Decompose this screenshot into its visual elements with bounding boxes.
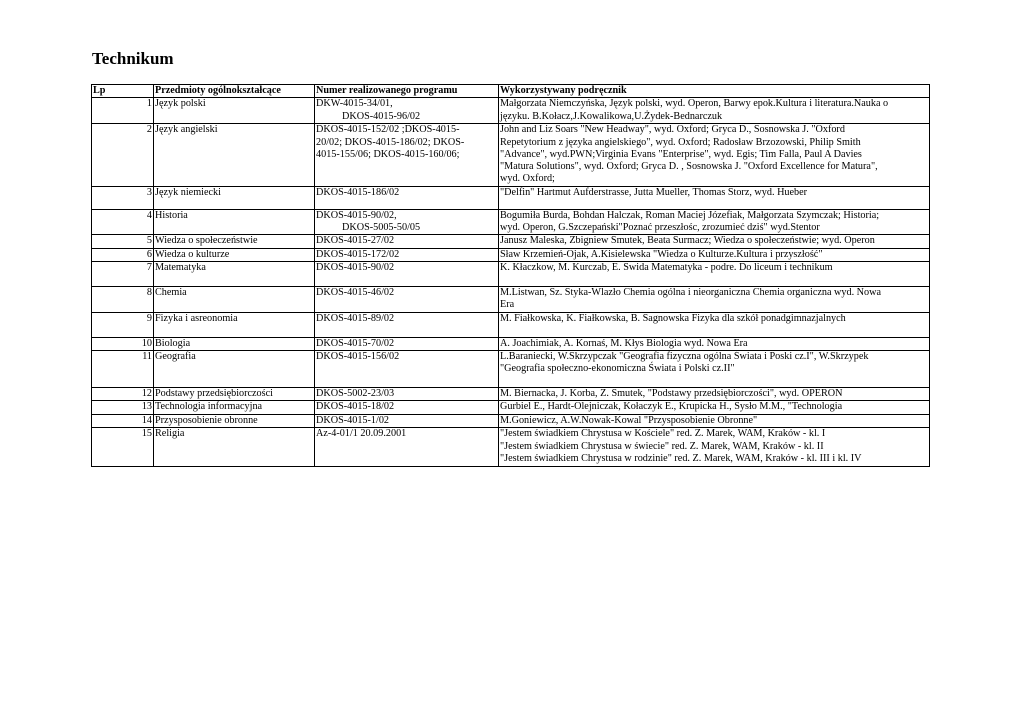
textbook-line: Janusz Maleska, Zbigniew Smutek, Beata Surmacz; Wiedza o społeczeństwie; wyd. Operon [500, 235, 875, 247]
program-line: DKOS-4015-96/02 [342, 110, 421, 122]
textbook-line: "Jestem świadkiem Chrystusa w świecie" red. Z. Marek, WAM, Kraków - kl. II [500, 440, 824, 452]
program-line: DKW-4015-34/01, [316, 98, 393, 110]
table-row [92, 387, 930, 400]
textbook-cell [499, 235, 930, 248]
textbook-line: Gurbiel E., Hardt-Olejniczak, Kołaczyk E., Krupicka H., Sysło M.M., "Technologia [500, 401, 843, 413]
program-line: Az-4-01/1 20.09.2001 [316, 428, 407, 440]
program-cell [315, 415, 499, 428]
textbook-line: Małgorzata Niemczyńska, Język polski, wyd. Operon, Barwy epok.Kultura i literatura.Nauka o [500, 98, 889, 110]
textbook-cell [499, 312, 930, 337]
program-cell [315, 337, 499, 350]
row-number: 7 [92, 261, 154, 286]
table-row [92, 337, 930, 350]
table-row [92, 235, 930, 248]
row-number: 6 [92, 248, 154, 261]
textbook-line: "Matura Solutions", wyd. Oxford; Gryca D. , Sosnowska J. "Oxford Excellence for Matura", [500, 161, 878, 173]
program-cell [315, 98, 499, 124]
textbook-cell [499, 350, 930, 387]
textbook-cell [499, 186, 930, 209]
table-row [92, 415, 930, 428]
table-row [92, 286, 930, 312]
subject-cell: Chemia [154, 286, 315, 312]
textbook-line: John and Liz Soars "New Headway", wyd. Oxford; Gryca D., Sosnowska J. "Oxford [500, 124, 845, 136]
table-row [92, 209, 930, 235]
textbook-line: K. Kłaczkow, M. Kurczab, E. Swida Matematyka - podre. Do liceum i technikum [500, 261, 833, 273]
textbook-line: M.Goniewicz, A.W.Nowak-Kowal "Przysposobienie Obronne" [500, 415, 758, 427]
program-line: DKOS-4015-46/02 [316, 286, 395, 298]
program-line: DKOS-4015-90/02, [316, 209, 397, 221]
textbook-line: A. Joachimiak, A. Kornaś, M. Kłys Biologia wyd. Nowa Era [500, 337, 748, 349]
textbook-cell [499, 401, 930, 415]
subject-cell: Wiedza o społeczeństwie [154, 235, 315, 248]
subject-cell: Przysposobienie obronne [154, 415, 315, 428]
textbook-cell [499, 337, 930, 350]
program-line: DKOS-4015-89/02 [316, 312, 395, 324]
program-line: DKOS-5005-50/05 [342, 222, 421, 234]
textbook-line: M.Listwan, Sz. Styka-Wlazło Chemia ogólna i nieorganiczna Chemia organiczna wyd. Nowa [500, 286, 881, 298]
textbook-line: "Delfin" Hartmut Aufderstrasse, Jutta Mueller, Thomas Storz, wyd. Hueber [500, 186, 808, 198]
program-line: DKOS-5002-23/03 [316, 387, 395, 399]
row-number: 12 [92, 387, 154, 400]
program-line: DKOS-4015-1/02 [316, 415, 390, 427]
textbook-line: Repetytorium z języka angielskiego", wyd. Oxford; Radosław Brzozowski, Philip Smith [500, 136, 861, 148]
subject-cell: Technologia informacyjna [154, 401, 315, 415]
row-number: 15 [92, 428, 154, 467]
textbook-line: Era [500, 299, 515, 311]
subject-cell: Wiedza o kulturze [154, 248, 315, 261]
program-cell [315, 235, 499, 248]
program-cell [315, 209, 499, 235]
program-line: 4015-155/06; DKOS-4015-160/06; [316, 148, 460, 160]
textbook-line: języku. B.Kołacz,J.Kowalikowa,U.Żydek-Bednarczuk [500, 110, 723, 122]
textbook-cell [499, 248, 930, 261]
row-number: 1 [92, 98, 154, 124]
curriculum-table [91, 84, 930, 467]
table-row [92, 428, 930, 467]
row-number: 11 [92, 350, 154, 387]
textbook-cell [499, 428, 930, 467]
row-number: 3 [92, 186, 154, 209]
textbook-cell [499, 286, 930, 312]
program-cell [315, 186, 499, 209]
subject-cell: Historia [154, 209, 315, 235]
textbook-cell [499, 209, 930, 235]
header-lp: Lp [92, 85, 154, 98]
subject-cell: Religia [154, 428, 315, 467]
program-cell [315, 261, 499, 286]
subject-cell: Fizyka i asreonomia [154, 312, 315, 337]
table-row [92, 124, 930, 186]
program-cell [315, 248, 499, 261]
row-number: 2 [92, 124, 154, 186]
textbook-line: Bogumiła Burda, Bohdan Halczak, Roman Maciej Józefiak, Małgorzata Szymczak; Historia; [500, 209, 880, 221]
row-number: 13 [92, 401, 154, 415]
header-textbook: Wykorzystywany podręcznik [499, 85, 930, 98]
subject-cell: Matematyka [154, 261, 315, 286]
textbook-line: L.Baraniecki, W.Skrzypczak "Geografia fizyczna ogólna Świata i Poski cz.I", W.Skrzypek [500, 350, 869, 362]
textbook-line: wyd. Oxford; [500, 173, 555, 185]
textbook-line: "Jestem świadkiem Chrystusa w rodzinie" red. Z. Marek, WAM, Kraków - kl. III i kl. IV [500, 453, 862, 465]
program-line: DKOS-4015-90/02 [316, 261, 395, 273]
table-row [92, 248, 930, 261]
program-line: DKOS-4015-27/02 [316, 235, 395, 247]
header-subject: Przedmioty ogólnokształcące [154, 85, 315, 98]
program-cell [315, 401, 499, 415]
page-title: Technikum [92, 49, 174, 68]
textbook-line: "Geografia społeczno-ekonomiczna Świata i Polski cz.II" [500, 363, 735, 375]
program-line: 20/02; DKOS-4015-186/02; DKOS- [316, 136, 465, 148]
textbook-line: Sław Krzemień-Ojak, A.Kisielewska "Wiedza o Kulturze.Kultura i przyszłość" [500, 248, 823, 260]
row-number: 9 [92, 312, 154, 337]
table-header-row [92, 85, 930, 98]
table-row [92, 186, 930, 209]
table-row [92, 350, 930, 387]
program-cell [315, 350, 499, 387]
table-row [92, 261, 930, 286]
textbook-line: "Jestem świadkiem Chrystusa w Kościele" red. Z. Marek, WAM, Kraków - kl. I [500, 428, 826, 440]
program-line: DKOS-4015-186/02 [316, 186, 400, 198]
program-line: DKOS-4015-156/02 [316, 350, 400, 362]
header-program: Numer realizowanego programu [315, 85, 499, 98]
textbook-cell [499, 98, 930, 124]
program-line: DKOS-4015-18/02 [316, 401, 395, 413]
textbook-line: M. Fiałkowska, K. Fiałkowska, B. Sagnowska Fizyka dla szkół ponadgimnazjalnych [500, 312, 846, 324]
subject-cell: Język niemiecki [154, 186, 315, 209]
program-line: DKOS-4015-152/02 ;DKOS-4015- [316, 124, 460, 136]
textbook-line: "Advance", wyd.PWN;Virginia Evans "Enterprise", wyd. Egis; Tim Falla, Paul A Davies [500, 148, 862, 160]
row-number: 5 [92, 235, 154, 248]
table-row [92, 312, 930, 337]
subject-cell: Podstawy przedsiębiorczości [154, 387, 315, 400]
row-number: 4 [92, 209, 154, 235]
subject-cell: Język angielski [154, 124, 315, 186]
textbook-cell [499, 261, 930, 286]
textbook-cell [499, 387, 930, 400]
textbook-line: M. Biernacka, J. Korba, Z. Smutek, "Podstawy przedsiębiorczości", wyd. OPERON [500, 387, 843, 399]
table-row [92, 98, 930, 124]
program-line: DKOS-4015-70/02 [316, 337, 395, 349]
program-cell [315, 387, 499, 400]
program-line: DKOS-4015-172/02 [316, 248, 400, 260]
subject-cell: Język polski [154, 98, 315, 124]
program-cell [315, 312, 499, 337]
textbook-cell [499, 124, 930, 186]
program-cell [315, 428, 499, 467]
program-cell [315, 286, 499, 312]
subject-cell: Biologia [154, 337, 315, 350]
row-number: 14 [92, 415, 154, 428]
row-number: 8 [92, 286, 154, 312]
row-number: 10 [92, 337, 154, 350]
subject-cell: Geografia [154, 350, 315, 387]
textbook-cell [499, 415, 930, 428]
program-cell [315, 124, 499, 186]
textbook-line: wyd. Operon, G.Szczepański"Poznać przeszłośc, zrozumieć dziś" wyd.Stentor [500, 222, 820, 234]
table-row [92, 401, 930, 415]
